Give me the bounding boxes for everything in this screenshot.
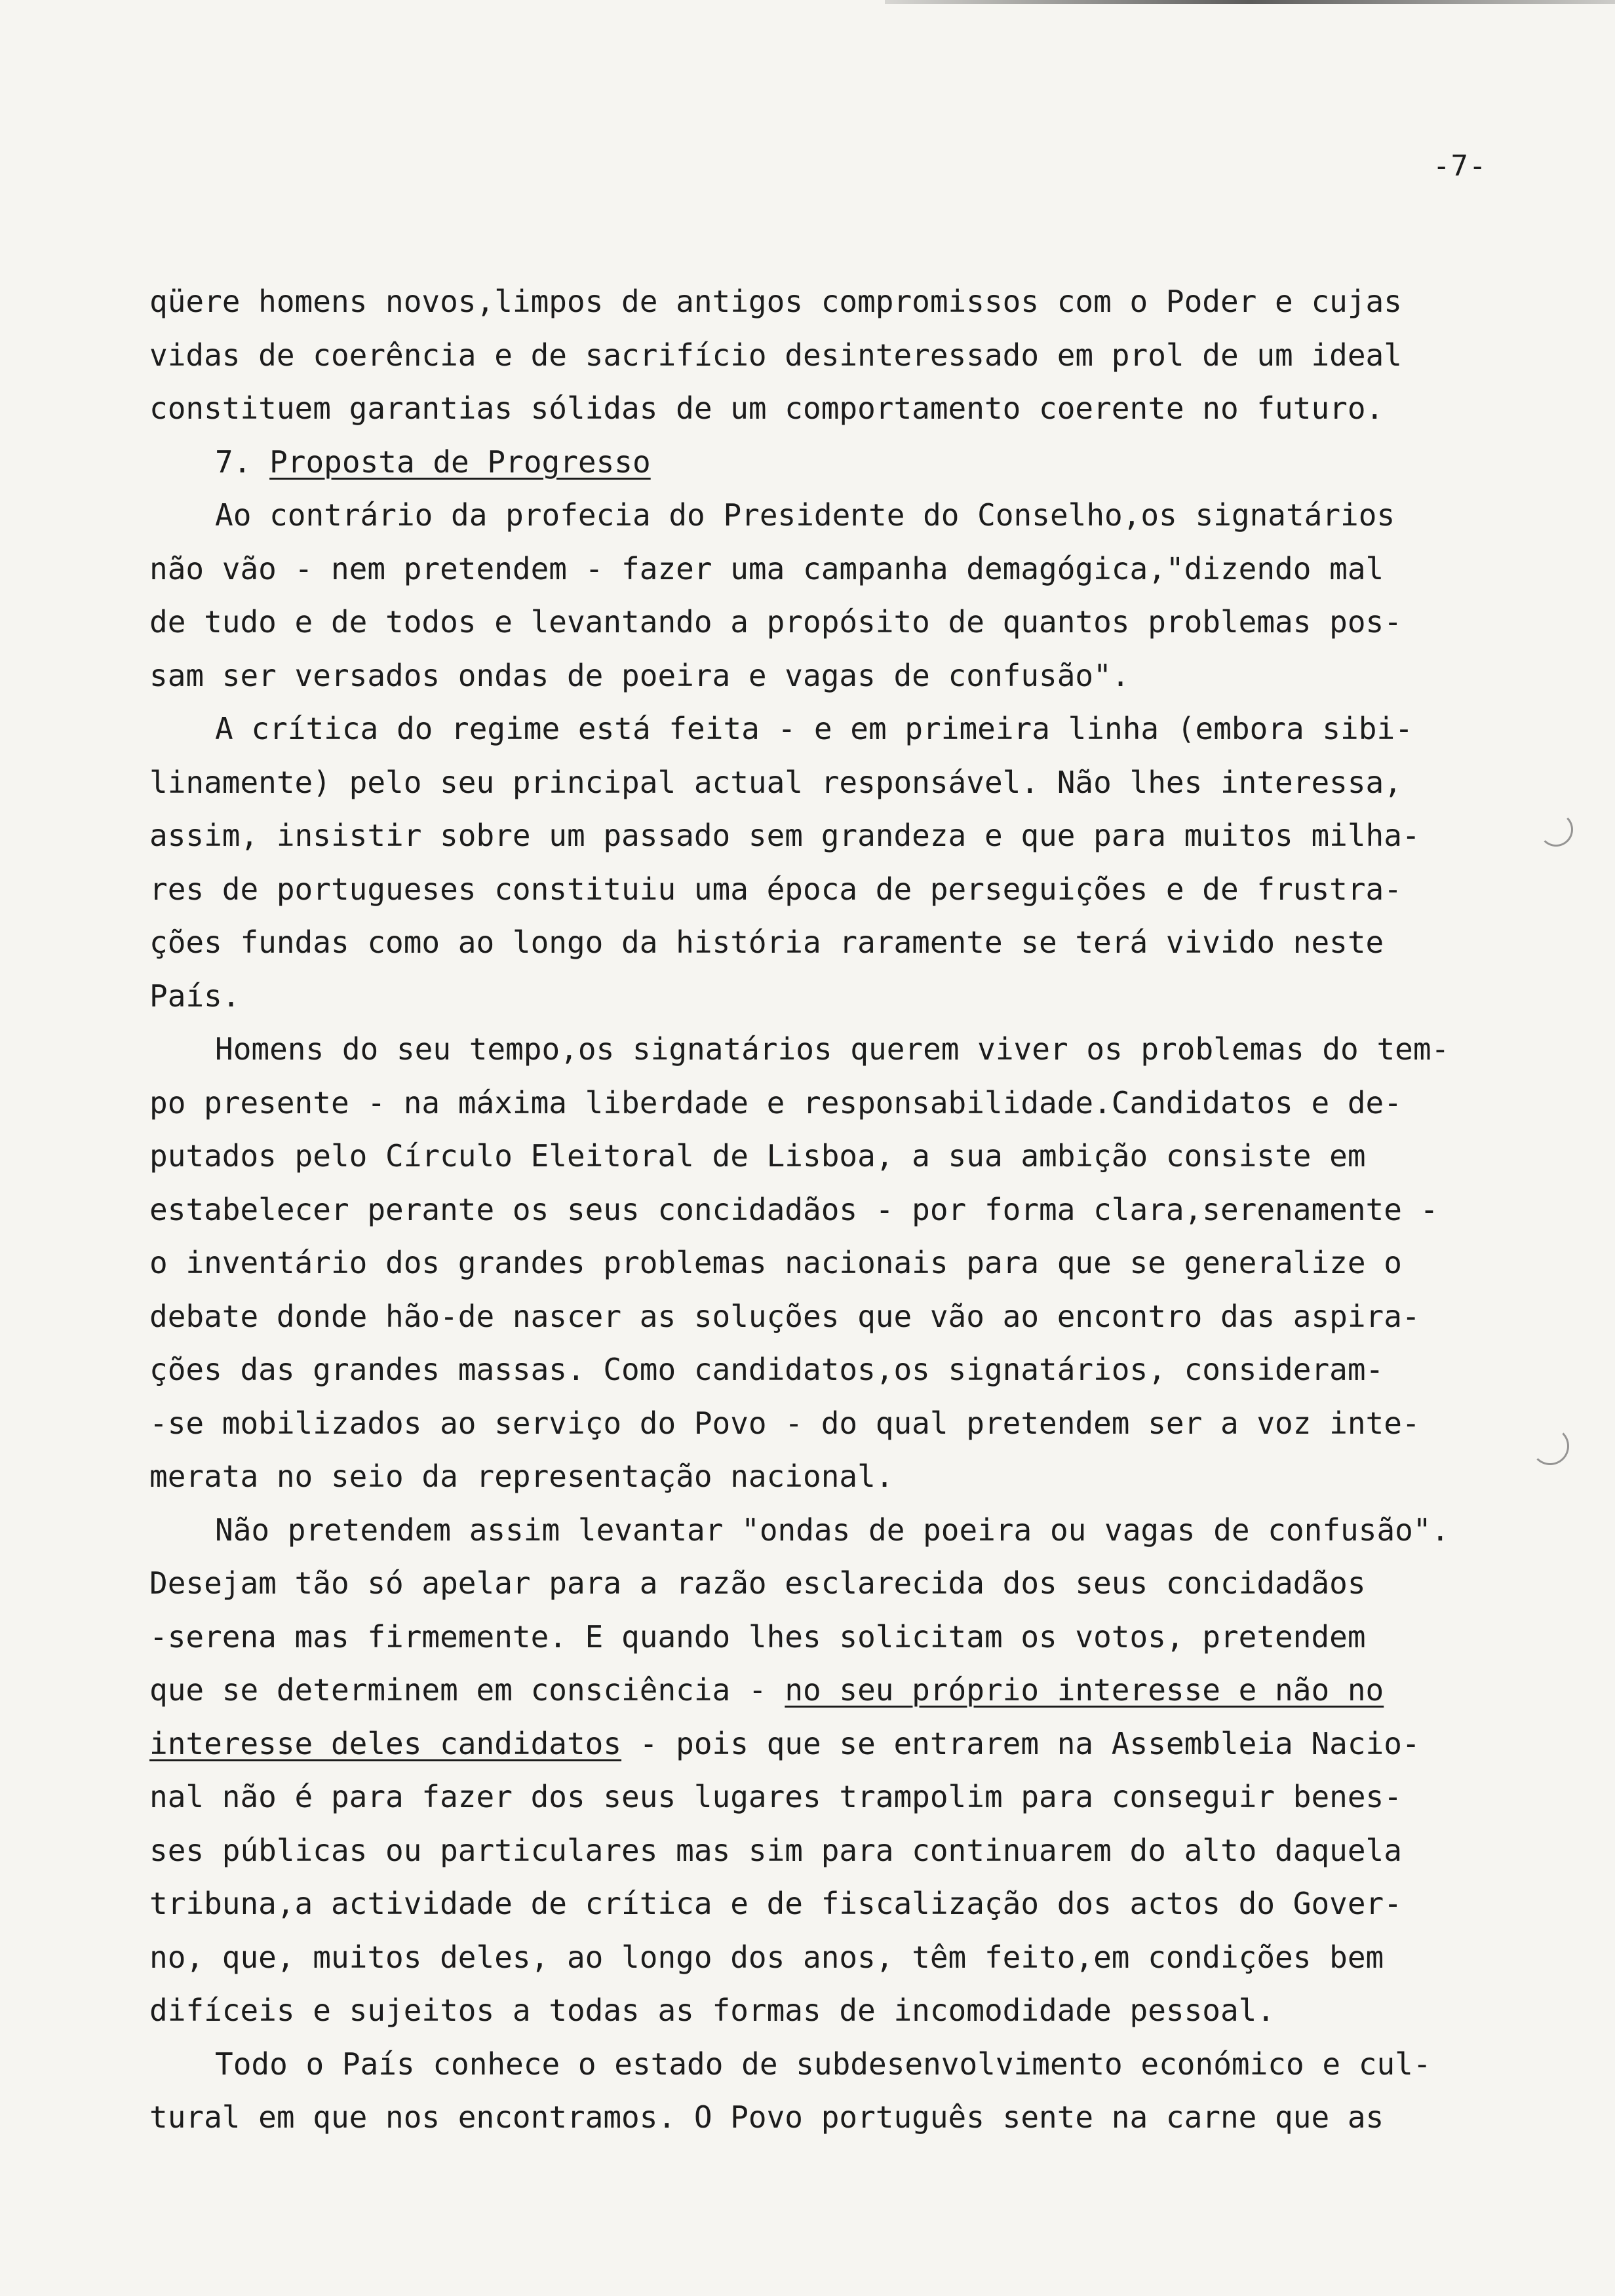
- text-line: [149, 1077, 1532, 1130]
- text-line-content: de tudo e de todos e levantando a propósito de quantos problemas pos-: [149, 604, 1402, 640]
- text-line: [149, 756, 1532, 810]
- text-line-content: assim, insistir sobre um passado sem grandeza e que para muitos milha-: [149, 818, 1420, 853]
- text-line: [149, 2038, 1532, 2092]
- text-line-content: qüere homens novos,limpos de antigos compromissos com o Poder e cujas: [149, 284, 1402, 319]
- text-line: [149, 1397, 1532, 1451]
- text-line: [149, 1877, 1532, 1931]
- text-line: [149, 1290, 1532, 1344]
- text-line: [149, 489, 1532, 543]
- text-line-content: A crítica do regime está feita - e em primeira linha (embora sibi-: [215, 711, 1413, 746]
- text-line-content: Todo o País conhece o estado de subdesenvolvimento económico e cul-: [215, 2046, 1431, 2082]
- text-line-content: po presente - na máxima liberdade e responsabilidade.Candidatos e de-: [149, 1084, 1402, 1120]
- scan-edge-rule: [885, 0, 1615, 4]
- text-line: [149, 809, 1532, 863]
- text-line-content: nal não é para fazer dos seus lugares trampolim para conseguir benes-: [149, 1779, 1402, 1814]
- scan-artifact-mark: [1531, 1427, 1569, 1465]
- underlined-text: no seu próprio interesse e não no: [785, 1672, 1384, 1708]
- text-line-content: debate donde hão-de nascer as soluções que vão ao encontro das aspira-: [149, 1298, 1420, 1334]
- text-line: [149, 1183, 1532, 1237]
- text-line-continuation: - pois que se entrarem na Assembleia Nacio-: [621, 1725, 1420, 1761]
- text-line-content: 7.: [215, 444, 270, 480]
- text-line-content: res de portugueses constituiu uma época de perseguições e de frustra-: [149, 871, 1402, 907]
- text-line: [149, 970, 1532, 1024]
- text-line-content: difíceis e sujeitos a todas as formas de incomodidade pessoal.: [149, 1993, 1275, 2028]
- text-line-content: linamente) pelo seu principal actual responsável. Não lhes interessa,: [149, 764, 1402, 800]
- text-line: [149, 1984, 1532, 2038]
- text-line: [149, 436, 1532, 489]
- text-line-content: que se determinem em consciência -: [149, 1672, 785, 1708]
- text-line: [149, 1130, 1532, 1183]
- scan-artifact-mark: [1539, 813, 1573, 847]
- body-text: [149, 275, 1532, 2145]
- text-line: [149, 1664, 1532, 1717]
- text-line: [149, 1450, 1532, 1504]
- text-line-content: vidas de coerência e de sacrifício desinteressado em prol de um ideal: [149, 337, 1402, 373]
- text-line-content: constituem garantias sólidas de um comportamento coerente no futuro.: [149, 391, 1384, 426]
- text-line: [149, 916, 1532, 970]
- text-line-content: tribuna,a actividade de crítica e de fiscalização dos actos do Gover-: [149, 1886, 1402, 1921]
- text-line-content: -serena mas firmemente. E quando lhes solicitam os votos, pretendem: [149, 1618, 1366, 1655]
- text-line-content: merata no seio da representação nacional.: [149, 1459, 894, 1494]
- text-line: [149, 1717, 1532, 1771]
- underlined-text: Proposta de Progresso: [269, 444, 651, 480]
- text-line-content: putados pelo Círculo Eleitoral de Lisboa, a sua ambição consiste em: [149, 1138, 1366, 1174]
- text-line-content: no, que, muitos deles, ao longo dos anos, têm feito,em condições bem: [149, 1939, 1384, 1975]
- text-line: [149, 1343, 1532, 1397]
- text-line-content: Desejam tão só apelar para a razão esclarecida dos seus concidadãos: [149, 1565, 1366, 1601]
- text-line: [149, 1504, 1532, 1558]
- text-line: [149, 382, 1532, 436]
- text-line: [149, 329, 1532, 383]
- text-line: [149, 543, 1532, 596]
- text-line: [149, 863, 1532, 917]
- text-line-content: País.: [149, 978, 241, 1014]
- page-number: -7-: [1433, 149, 1487, 183]
- text-line-content: Ao contrário da profecia do Presidente do Conselho,os signatários: [215, 497, 1395, 533]
- text-line-content: ções das grandes massas. Como candidatos,os signatários, consideram-: [149, 1352, 1384, 1387]
- text-line-content: o inventário dos grandes problemas nacionais para que se generalize o: [149, 1245, 1402, 1280]
- text-line: [149, 596, 1532, 649]
- text-line: [149, 1557, 1532, 1611]
- text-line: [149, 275, 1532, 329]
- text-line: [149, 1824, 1532, 1878]
- text-line: [149, 1236, 1532, 1290]
- text-line: [149, 1770, 1532, 1824]
- text-line-content: tural em que nos encontramos. O Povo português sente na carne que as: [149, 2099, 1384, 2135]
- text-line: [149, 649, 1532, 703]
- text-line: [149, 1611, 1532, 1664]
- text-line: [149, 1931, 1532, 1985]
- underlined-text: interesse deles candidatos: [149, 1725, 622, 1761]
- text-line: [149, 1023, 1532, 1077]
- text-line-content: ses públicas ou particulares mas sim para continuarem do alto daquela: [149, 1832, 1402, 1868]
- text-line-content: sam ser versados ondas de poeira e vagas de confusão".: [149, 657, 1130, 693]
- text-line-content: -se mobilizados ao serviço do Povo - do qual pretendem ser a voz inte-: [149, 1405, 1420, 1441]
- text-line-content: não vão - nem pretendem - fazer uma campanha demagógica,"dizendo mal: [149, 550, 1384, 586]
- text-line-content: Homens do seu tempo,os signatários querem viver os problemas do tem-: [215, 1031, 1450, 1067]
- text-line: [149, 702, 1532, 756]
- text-line: [149, 2091, 1532, 2145]
- text-line-content: ções fundas como ao longo da história raramente se terá vivido neste: [149, 925, 1384, 960]
- text-line-content: Não pretendem assim levantar "ondas de poeira ou vagas de confusão".: [215, 1512, 1450, 1548]
- text-line-content: estabelecer perante os seus concidadãos - por forma clara,serenamente -: [149, 1191, 1439, 1227]
